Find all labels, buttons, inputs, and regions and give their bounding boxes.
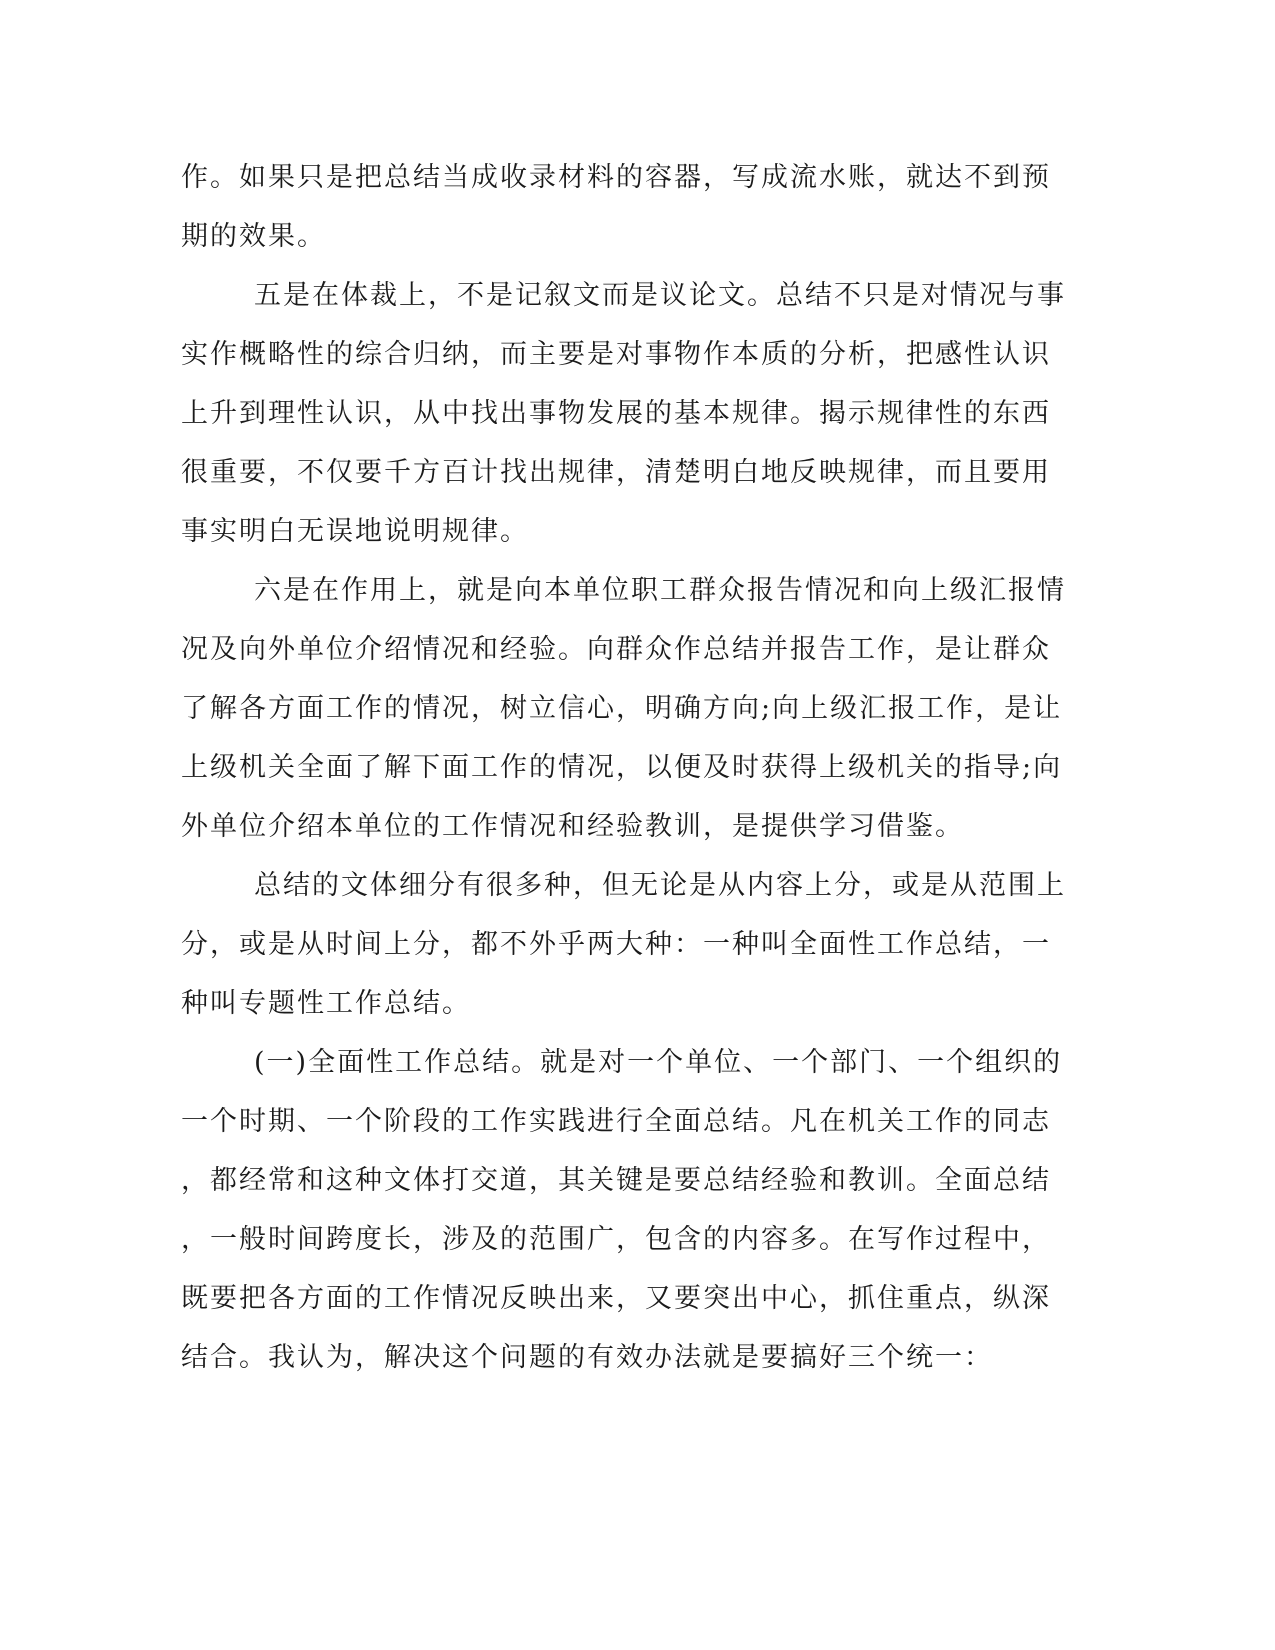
- paragraph-first-line: (一)全面性工作总结。就是对一个单位、一个部门、一个组织的: [254, 1047, 1063, 1078]
- text-line: 事实明白无误地说明规律。: [181, 516, 529, 547]
- text-line: 期的效果。: [181, 221, 326, 252]
- text-line: 结合。我认为，解决这个问题的有效办法就是要搞好三个统一：: [181, 1342, 993, 1373]
- text-line: 上级机关全面了解下面工作的情况，以便及时获得上级机关的指导;向: [181, 752, 1063, 783]
- paragraph-first-line: 五是在体裁上，不是记叙文而是议论文。总结不只是对情况与事: [254, 280, 1066, 311]
- text-line: ，都经常和这种文体打交道，其关键是要总结经验和教训。全面总结: [181, 1165, 1051, 1196]
- text-line: 况及向外单位介绍情况和经验。向群众作总结并报告工作，是让群众: [181, 634, 1051, 665]
- text-line: 一个时期、一个阶段的工作实践进行全面总结。凡在机关工作的同志: [181, 1106, 1051, 1137]
- body-text: [181, 148, 1066, 1387]
- text-line: 很重要，不仅要千方百计找出规律，清楚明白地反映规律，而且要用: [181, 457, 1051, 488]
- text-line: 种叫专题性工作总结。: [181, 988, 471, 1019]
- text-line: 外单位介绍本单位的工作情况和经验教训，是提供学习借鉴。: [181, 811, 964, 842]
- text-line: ，一般时间跨度长，涉及的范围广，包含的内容多。在写作过程中，: [181, 1224, 1051, 1255]
- paragraph-first-line: 六是在作用上，就是向本单位职工群众报告情况和向上级汇报情: [254, 575, 1066, 606]
- text-line: 上升到理性认识，从中找出事物发展的基本规律。揭示规律性的东西: [181, 398, 1051, 429]
- text-line: 了解各方面工作的情况，树立信心，明确方向;向上级汇报工作，是让: [181, 693, 1063, 724]
- paragraph-first-line: 总结的文体细分有很多种，但无论是从内容上分，或是从范围上: [254, 870, 1066, 901]
- text-line: 作。如果只是把总结当成收录材料的容器，写成流水账，就达不到预: [181, 162, 1051, 193]
- text-line: 既要把各方面的工作情况反映出来，又要突出中心，抓住重点，纵深: [181, 1283, 1051, 1314]
- text-line: 实作概略性的综合归纳，而主要是对事物作本质的分析，把感性认识: [181, 339, 1051, 370]
- text-line: 分，或是从时间上分，都不外乎两大种：一种叫全面性工作总结，一: [181, 929, 1051, 960]
